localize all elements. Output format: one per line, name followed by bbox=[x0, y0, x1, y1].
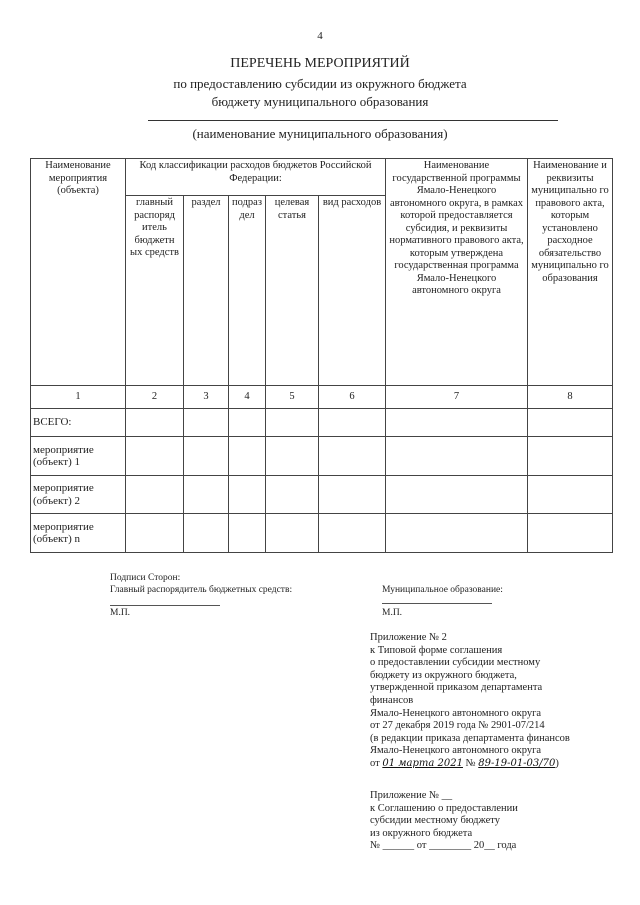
column-number: 4 bbox=[229, 386, 266, 409]
document-title: ПЕРЕЧЕНЬ МЕРОПРИЯТИЙ bbox=[230, 56, 410, 71]
signature-right-label: Муниципальное образование: bbox=[382, 585, 503, 595]
table-row bbox=[31, 476, 613, 514]
handwritten-number: 89-19-01-03/70 bbox=[478, 757, 556, 769]
stamp-place-left: М.П. bbox=[110, 608, 131, 618]
page-number: 4 bbox=[317, 30, 323, 42]
row-label: мероприятие (объект) 2 bbox=[31, 476, 126, 514]
row-label: мероприятие (объект) n bbox=[31, 514, 126, 553]
appendix-line: от 27 декабря 2019 года № 2901-07/214 bbox=[370, 720, 545, 732]
appendix-line: финансов bbox=[370, 694, 414, 706]
signature-left-label: Главный распорядитель бюджетных средств: bbox=[110, 585, 293, 595]
header-main-manager: главный распоряд итель бюджетн ых средств bbox=[126, 196, 184, 386]
appendix-line: о предоставлении субсидии местному bbox=[370, 657, 541, 669]
column-number: 7 bbox=[386, 386, 528, 409]
fill-in-line bbox=[148, 120, 558, 121]
line-caption: (наименование муниципального образования) bbox=[192, 126, 448, 141]
appendix-line: Приложение № 2 bbox=[370, 632, 447, 643]
header-state-program: Наименование государственной программы Ямало-Ненецкого автономного округа, в рамках которой предоставляется субсидия, и реквизиты нормативного правового акта, которым утверждена государственная программа Ямало-Ненецкого автономного округа bbox=[386, 159, 528, 386]
table-row bbox=[31, 437, 613, 476]
appendix-line: утвержденной приказом департамента bbox=[370, 682, 543, 694]
document-subtitle: по предоставлению субсидии из окружного бюджета bbox=[173, 76, 467, 91]
header-subsection: подраз дел bbox=[229, 196, 266, 386]
row-label: мероприятие (объект) 1 bbox=[31, 437, 126, 476]
appendix-line: Ямало-Ненецкого автономного округа bbox=[370, 707, 542, 719]
appendix-line: к Типовой форме соглашения bbox=[370, 644, 503, 656]
header-expense-type: вид расходов bbox=[319, 196, 386, 386]
signature-line-right bbox=[382, 603, 492, 604]
header-activity-name: Наименование мероприятия (объекта) bbox=[31, 159, 126, 386]
header-target-item: целевая статья bbox=[266, 196, 319, 386]
appendix-line: к Соглашению о предоставлении bbox=[370, 802, 518, 814]
column-number: 5 bbox=[266, 386, 319, 409]
appendix-line: бюджету из окружного бюджета, bbox=[370, 669, 517, 681]
column-numbers-row bbox=[31, 386, 613, 409]
header-classification-code: Код классификации расходов бюджетов Российской Федерации: bbox=[126, 159, 386, 196]
appendix-line: субсидии местному бюджету bbox=[370, 815, 500, 827]
table-row bbox=[31, 409, 613, 437]
row-label: ВСЕГО: bbox=[31, 409, 126, 437]
handwritten-date: 01 марта 2021 bbox=[382, 757, 463, 769]
appendix-line: № ______ от ________ 20__ года bbox=[370, 840, 517, 852]
table-row bbox=[31, 514, 613, 553]
appendix-n-block bbox=[370, 790, 518, 853]
measures-table bbox=[30, 158, 613, 553]
appendix-line: (в редакции приказа департамента финансов bbox=[370, 732, 570, 744]
appendix-line: Ямало-Ненецкого автономного округа bbox=[370, 745, 542, 757]
signature-line-left bbox=[110, 605, 220, 606]
column-number: 6 bbox=[319, 386, 386, 409]
header-section: раздел bbox=[184, 196, 229, 386]
appendix-2-block bbox=[370, 632, 570, 771]
stamp-place-right: М.П. bbox=[382, 608, 403, 618]
appendix-line: из окружного бюджета bbox=[370, 827, 473, 839]
column-number: 2 bbox=[126, 386, 184, 409]
column-number: 8 bbox=[528, 386, 613, 409]
signatures-heading: Подписи Сторон: bbox=[110, 573, 181, 583]
column-number: 1 bbox=[31, 386, 126, 409]
appendix-line: Приложение № __ bbox=[370, 790, 453, 801]
column-number: 3 bbox=[184, 386, 229, 409]
document-subtitle: бюджету муниципального образования bbox=[211, 94, 429, 109]
header-municipal-act: Наименование и реквизиты муниципально го правового акта, которым установлено расходное обязательство муниципально го образования bbox=[528, 159, 613, 386]
appendix-amendment-line: от 01 марта 2021 № 89-19-01-03/70) bbox=[370, 757, 559, 769]
